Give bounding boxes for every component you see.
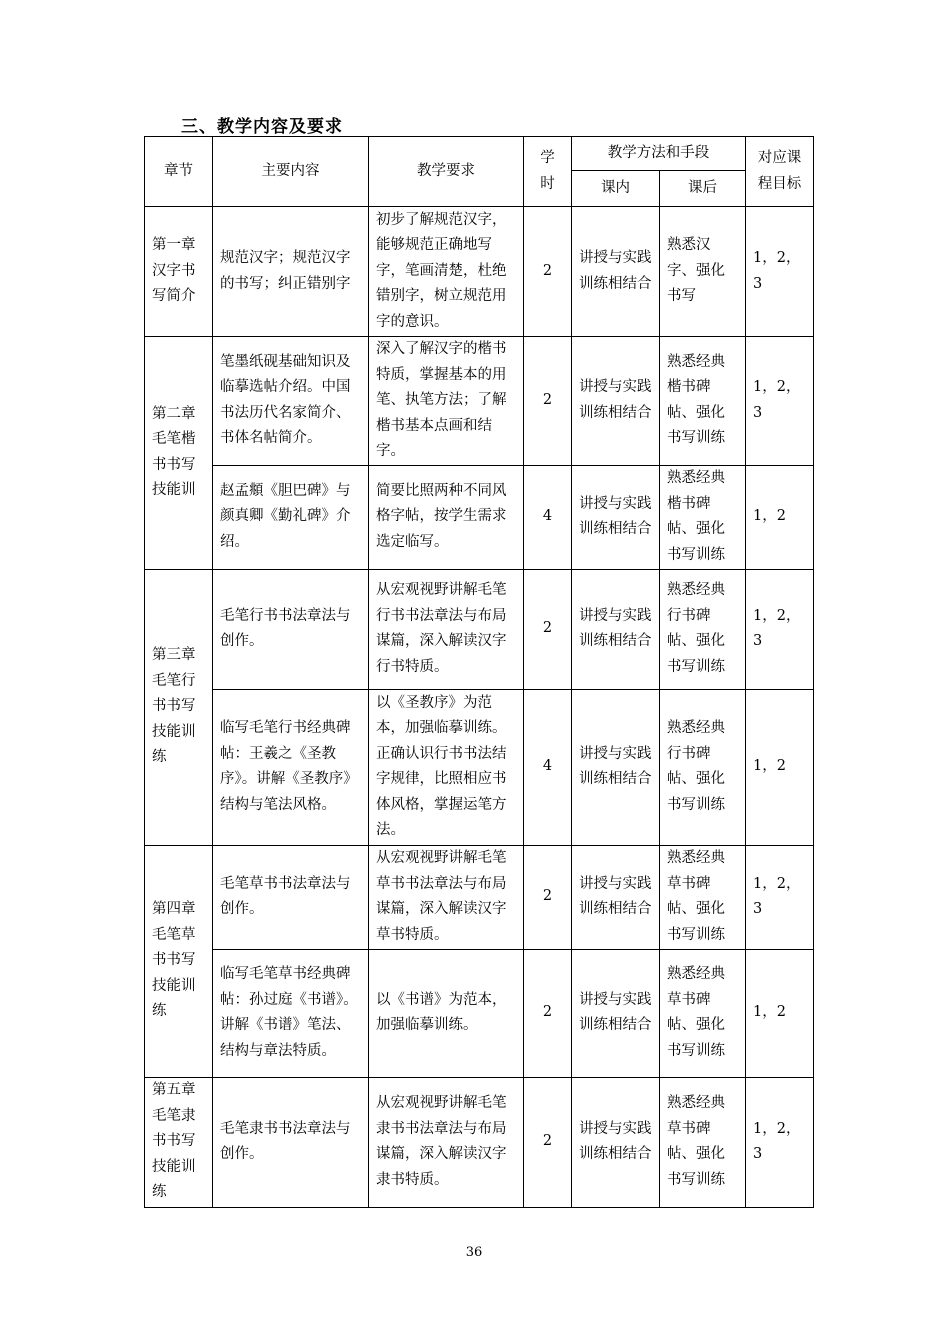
table-row xyxy=(145,1077,814,1207)
table-row xyxy=(145,845,814,949)
content-cell: 毛笔草书书法章法与创作。 xyxy=(213,845,369,949)
chapter-cell: 第四章 毛笔草 书书写 技能训 练 xyxy=(145,845,213,1077)
header-in-class: 课内 xyxy=(572,171,660,207)
after-class-cell: 熟悉经典楷书碑帖、强化书写训练 xyxy=(660,465,746,569)
after-class-cell: 熟悉经典行书碑帖、强化书写训练 xyxy=(660,689,746,845)
after-class-cell: 熟悉经典草书碑帖、强化书写训练 xyxy=(660,949,746,1077)
header-content: 主要内容 xyxy=(213,137,369,207)
content-cell: 赵孟頫《胆巴碑》与颜真卿《勤礼碑》介绍。 xyxy=(213,465,369,569)
after-class-cell: 熟悉汉字、强化书写 xyxy=(660,207,746,337)
teaching-content-table xyxy=(144,136,814,1208)
goal-cell: 1，2，3 xyxy=(746,337,814,466)
in-class-cell: 讲授与实践训练相结合 xyxy=(572,689,660,845)
in-class-cell: 讲授与实践训练相结合 xyxy=(572,1077,660,1207)
table-row xyxy=(145,465,814,569)
goal-cell: 1，2 xyxy=(746,949,814,1077)
table-row xyxy=(145,337,814,466)
in-class-cell: 讲授与实践训练相结合 xyxy=(572,845,660,949)
hours-cell: 2 xyxy=(524,207,572,337)
after-class-cell: 熟悉经典楷书碑帖、强化书写训练 xyxy=(660,337,746,466)
requirement-cell: 从宏观视野讲解毛笔草书书法章法与布局谋篇，深入解读汉字草书特质。 xyxy=(369,845,524,949)
in-class-cell: 讲授与实践训练相结合 xyxy=(572,207,660,337)
hours-cell: 2 xyxy=(524,949,572,1077)
table-row xyxy=(145,207,814,337)
hours-cell: 2 xyxy=(524,1077,572,1207)
hours-cell: 4 xyxy=(524,689,572,845)
header-goal: 对应课 程目标 xyxy=(746,137,814,207)
in-class-cell: 讲授与实践训练相结合 xyxy=(572,337,660,466)
header-after-class: 课后 xyxy=(660,171,746,207)
chapter-cell: 第二章 毛笔楷 书书写 技能训 xyxy=(145,337,213,570)
goal-cell: 1，2，3 xyxy=(746,569,814,689)
after-class-cell: 熟悉经典草书碑帖、强化书写训练 xyxy=(660,1077,746,1207)
requirement-cell: 从宏观视野讲解毛笔行书书法章法与布局谋篇，深入解读汉字行书特质。 xyxy=(369,569,524,689)
requirement-cell: 简要比照两种不同风格字帖，按学生需求选定临写。 xyxy=(369,465,524,569)
after-class-cell: 熟悉经典草书碑帖、强化书写训练 xyxy=(660,845,746,949)
chapter-cell: 第一章 汉字书 写简介 xyxy=(145,207,213,337)
goal-cell: 1，2，3 xyxy=(746,845,814,949)
in-class-cell: 讲授与实践训练相结合 xyxy=(572,465,660,569)
table-row xyxy=(145,949,814,1077)
section-title: 三、教学内容及要求 xyxy=(181,117,343,137)
after-class-cell: 熟悉经典行书碑帖、强化书写训练 xyxy=(660,569,746,689)
in-class-cell: 讲授与实践训练相结合 xyxy=(572,949,660,1077)
header-chapter: 章节 xyxy=(145,137,213,207)
goal-cell: 1，2 xyxy=(746,689,814,845)
in-class-cell: 讲授与实践训练相结合 xyxy=(572,569,660,689)
requirement-cell: 深入了解汉字的楷书特质，掌握基本的用笔、执笔方法；了解楷书基本点画和结字。 xyxy=(369,337,524,466)
hours-cell: 2 xyxy=(524,569,572,689)
header-hours: 学 时 xyxy=(524,137,572,207)
page-number: 36 xyxy=(465,1245,483,1260)
table-row xyxy=(145,569,814,689)
requirement-cell: 以《圣教序》为范本，加强临摹训练。正确认识行书书法结字规律，比照相应书体风格，掌握运笔方法。 xyxy=(369,689,524,845)
chapter-cell: 第五章 毛笔隶 书书写 技能训 练 xyxy=(145,1077,213,1207)
content-cell: 笔墨纸砚基础知识及临摹选帖介绍。中国书法历代名家简介、书体名帖简介。 xyxy=(213,337,369,466)
hours-cell: 2 xyxy=(524,337,572,466)
goal-cell: 1，2 xyxy=(746,465,814,569)
requirement-cell: 初步了解规范汉字，能够规范正确地写字，笔画清楚，杜绝错别字，树立规范用字的意识。 xyxy=(369,207,524,337)
content-cell: 毛笔隶书书法章法与创作。 xyxy=(213,1077,369,1207)
goal-cell: 1，2，3 xyxy=(746,1077,814,1207)
content-cell: 毛笔行书书法章法与创作。 xyxy=(213,569,369,689)
content-cell: 临写毛笔行书经典碑帖：王羲之《圣教序》。讲解《圣教序》结构与笔法风格。 xyxy=(213,689,369,845)
content-cell: 临写毛笔草书经典碑帖：孙过庭《书谱》。讲解《书谱》笔法、结构与章法特质。 xyxy=(213,949,369,1077)
content-cell: 规范汉字；规范汉字的书写；纠正错别字 xyxy=(213,207,369,337)
header-requirement: 教学要求 xyxy=(369,137,524,207)
hours-cell: 4 xyxy=(524,465,572,569)
chapter-cell: 第三章 毛笔行 书书写 技能训 练 xyxy=(145,569,213,845)
requirement-cell: 以《书谱》为范本，加强临摹训练。 xyxy=(369,949,524,1077)
hours-cell: 2 xyxy=(524,845,572,949)
header-method: 教学方法和手段 xyxy=(572,137,746,171)
requirement-cell: 从宏观视野讲解毛笔隶书书法章法与布局谋篇，深入解读汉字隶书特质。 xyxy=(369,1077,524,1207)
goal-cell: 1，2，3 xyxy=(746,207,814,337)
table-row xyxy=(145,689,814,845)
